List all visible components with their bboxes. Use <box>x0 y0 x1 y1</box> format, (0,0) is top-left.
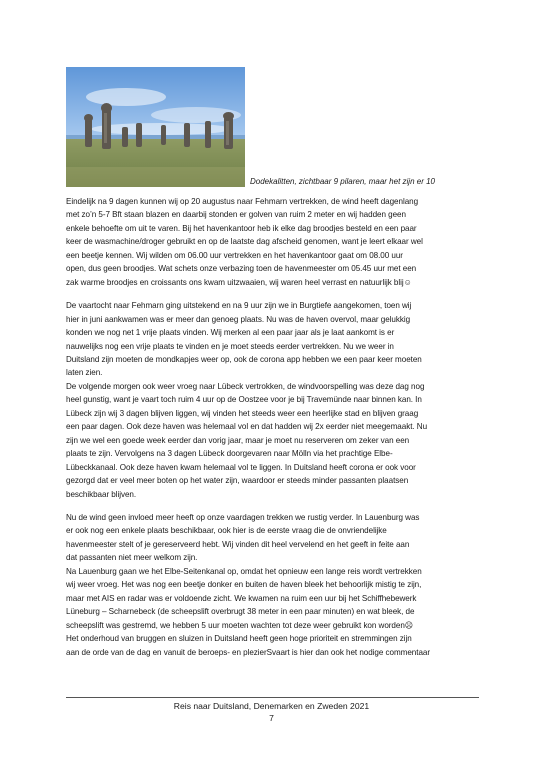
text-line: keer de wasmachine/droger gebruikt en op de laatste dag afscheid genomen, want je leert elkaar wel <box>66 237 423 247</box>
text-line: Duitsland zijn moeten de mondkapjes weer op, ook de corona app hebben we een paar keer moeten <box>66 354 422 364</box>
text-line: beschikbaar blijven. <box>66 489 137 499</box>
paragraph-2 <box>66 299 481 501</box>
text-line: havenmeester stelt of je gereserveerd hebt. Wij vinden dit heel vervelend en het geeft in feite aan <box>66 539 410 549</box>
text-line: hier in juni aankwamen was er meer dan genoeg plaats. Nu was de haven overvol, maar gelukkig <box>66 314 411 324</box>
text-line: zijn we wel een goede week eerder dan vorig jaar, maar je moet nu reserveren om zeker van een <box>66 435 410 445</box>
text-line: nauwelijks nog een vrije plaats te vinden en je moet steeds eerder vertrekken. Nu we weer in <box>66 341 394 351</box>
text-line: met zo’n 5-7 Bft staan blazen en daarbij stonden er golven van ruim 2 meter en wij hadden geen <box>66 210 406 220</box>
text-line: plaats te zijn. Vervolgens na 3 dagen Lübeck doorgevaren naar Mölln via het prachtige Elbe- <box>66 449 393 459</box>
text-line: een beetje kennen. Wij wilden om 06.00 uur vertrekken en het havenkantoor gaat om 08.00 uur <box>66 250 403 260</box>
footer-divider <box>66 697 479 698</box>
text-line: De vaartocht naar Fehmarn ging uitstekend en na 9 uur zijn we in Burgtiefe aangekomen, toen wij <box>66 301 412 311</box>
paragraph-3 <box>66 511 481 659</box>
text-line: Na Lauenburg gaan we het Elbe-Seitenkanal op, omdat het opnieuw een lange reis wordt vertrekken <box>66 566 422 576</box>
dodekalitten-photo <box>66 67 245 187</box>
text-line: een paar dagen. Ook deze haven was helemaal vol en dat hadden wij 2x eerder niet meegemaakt. Nu <box>66 422 428 432</box>
text-line: Lübeckkanaal. Ook deze haven kwam helemaal vol te liggen. In Duitsland heeft corona er ook voor <box>66 462 416 472</box>
text-line: laten zien. <box>66 368 103 378</box>
photo-caption: Dodekalitten, zichtbaar 9 pilaren, maar het zijn er 10 <box>250 177 435 186</box>
text-line: De volgende morgen ook weer vroeg naar Lübeck vertrokken, de windvoorspelling was deze dag nog <box>66 381 425 391</box>
footer-title: Reis naar Duitsland, Denemarken en Zweden 2021 <box>173 701 370 711</box>
text-line: aan de orde van de dag en vanuit de beroeps- en plezierSvaart is hier dan ook het nodige commentaar <box>66 647 431 657</box>
text-line: open, dus geen broodjes. Wat schets onze verbazing toen de havenmeester om 05.45 uur met een <box>66 264 417 274</box>
text-line: dat passanten niet meer welkom zijn. <box>66 553 198 563</box>
text-line: Lübeck zijn wij 3 dagen blijven liggen, wij vinden het steeds weer een heerlijke stad en blijven graag <box>66 408 419 418</box>
text-line: Het onderhoud van bruggen en sluizen in Duitsland heeft geen hoge prioriteit en stremmingen zijn <box>66 634 412 644</box>
text-line: konden we nog net 1 vrije plaats vinden. Wij merken al een paar jaar als je laat aankomt is er <box>66 328 395 338</box>
body-text <box>66 195 481 669</box>
text-line: er ook nog een enkele plaats beschikbaar, ook hier is de eerste vraag die de onvriendelijke <box>66 526 387 536</box>
page-number: 7 <box>269 713 274 723</box>
text-line: wij weer vroeg. Het was nog een beetje donker en buiten de haven bleek het behoorlijk mistig te zijn, <box>66 580 422 590</box>
text-line: Eindelijk na 9 dagen kunnen wij op 20 augustus naar Fehmarn vertrekken, de wind heeft dagenlang <box>66 197 419 206</box>
text-line: enkele behoefte om uit te varen. Bij het havenkantoor heb ik elke dag broodjes besteld en een paar <box>66 223 417 233</box>
text-line: Lüneburg – Scharnebeck (de scheepslift overbrugt 38 meter in een paar minuten) en wat bleek, de <box>66 607 415 617</box>
text-line: gezorgd dat er veel meer boten op het water zijn, waardoor er steeds minder passanten plaatsen <box>66 476 409 486</box>
text-line: heel gunstig, want je vaart toch ruim 4 uur op de Oostzee voor je bij Travemünde naar binnen kan. In <box>66 395 422 405</box>
paragraph-1 <box>66 195 481 289</box>
text-line: scheepslift was gestremd, we hebben 5 uur moeten wachten tot deze weer gebruikt kon worden☹ <box>66 620 414 630</box>
text-line: zak warme broodjes en croissants ons kwam uitzwaaien, wij waren heel verrast en natuurlijk blij☺ <box>66 277 412 287</box>
text-line: maar met AIS en radar was er voldoende zicht. We kwamen na ruim een uur bij het Schiffhebewerk <box>66 593 417 603</box>
text-line: Nu de wind geen invloed meer heeft op onze vaardagen trekken we rustig verder. In Lauenburg was <box>66 512 420 522</box>
